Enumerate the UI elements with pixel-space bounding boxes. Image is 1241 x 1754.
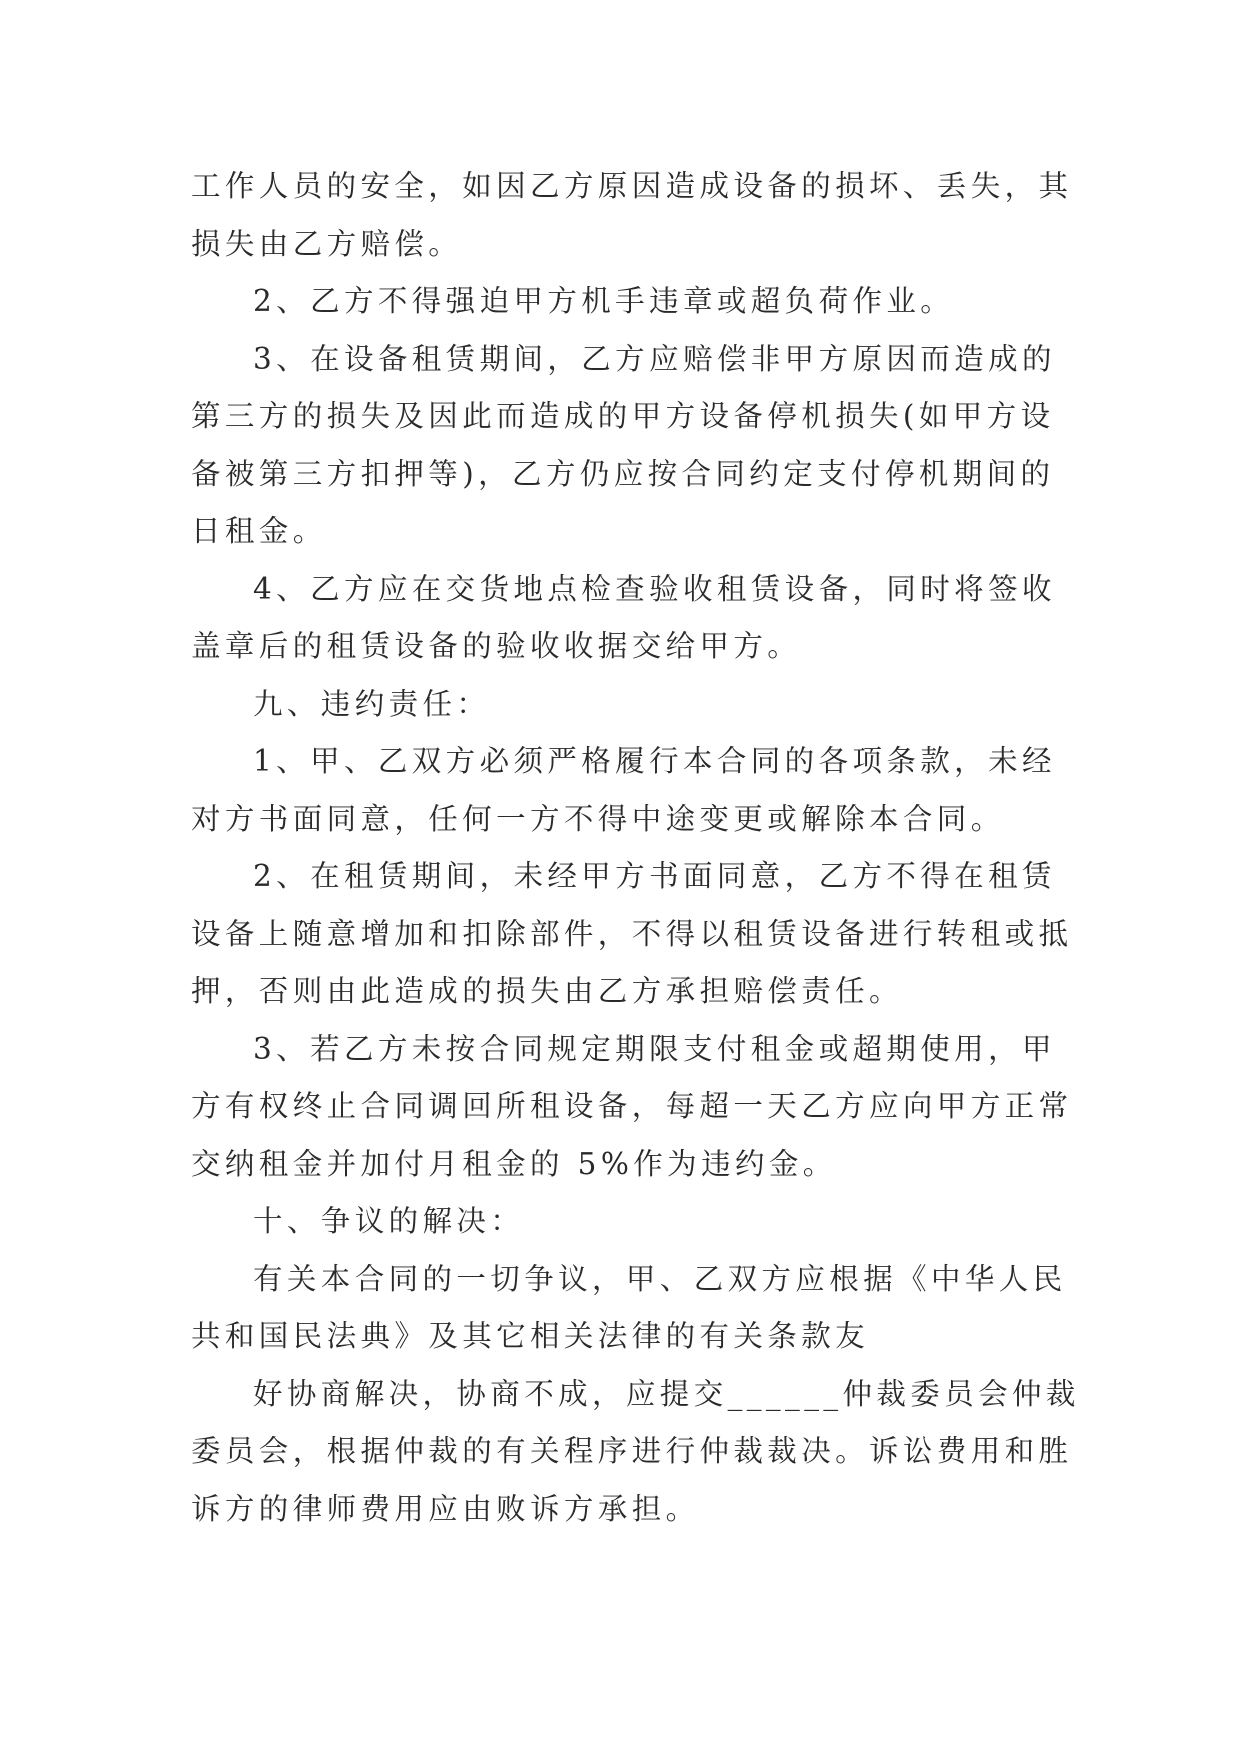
paragraph <box>191 331 1056 389</box>
text-line: 押，否则由此造成的损失由乙方承担赔偿责任。 <box>191 974 903 1008</box>
text-line: 共和国民法典》及其它相关法律的有关条款友 <box>191 1319 870 1353</box>
text-line: 4、乙方应在交货地点检查验收租赁设备，同时将签收 <box>253 571 1056 606</box>
paragraph <box>191 388 1055 561</box>
text-line: 工作人员的安全，如因乙方原因造成设备的损坏、丢失，其 <box>191 169 1073 203</box>
paragraph <box>191 676 1047 734</box>
paragraph <box>191 158 1073 273</box>
text-line: 2、在租赁期间，未经甲方书面同意，乙方不得在租赁 <box>253 859 1056 893</box>
text-line: 九、违约责任： <box>253 686 491 721</box>
paragraph <box>191 1021 1056 1079</box>
text-line: 十、争议的解决： <box>253 1204 525 1238</box>
text-line: 2、乙方不得强迫甲方机手违章或超负荷作业。 <box>253 284 955 318</box>
paragraph <box>191 848 1056 906</box>
paragraph <box>191 1366 1080 1424</box>
paragraph <box>191 273 1047 331</box>
text-line: 3、在设备租赁期间，乙方应赔偿非甲方原因而造成的 <box>253 341 1056 376</box>
text-line: 方有权终止合同调回所租设备，每超一天乙方应向甲方正常 <box>191 1089 1073 1123</box>
paragraph <box>191 1251 1067 1309</box>
paragraph <box>191 561 1056 619</box>
text-line: 诉方的律师费用应由败诉方承担。 <box>191 1491 700 1526</box>
text-line: 设备上随意增加和扣除部件，不得以租赁设备进行转租或抵 <box>191 916 1073 951</box>
text-line: 日租金。 <box>191 514 327 548</box>
paragraph <box>191 733 1056 791</box>
text-line: 交纳租金并加付月租金的 5%作为违约金。 <box>191 1146 837 1181</box>
text-line: 3、若乙方未按合同规定期限支付租金或超期使用，甲 <box>253 1031 1056 1066</box>
paragraph <box>191 618 1047 676</box>
paragraph <box>191 1423 1073 1538</box>
text-line: 损失由乙方赔偿。 <box>191 226 463 261</box>
paragraph <box>191 1308 1047 1366</box>
document-body <box>191 158 1080 1538</box>
text-line: 委员会，根据仲裁的有关程序进行仲裁裁决。诉讼费用和胜 <box>191 1434 1073 1468</box>
paragraph <box>191 1078 1073 1193</box>
text-line: 好协商解决，协商不成，应提交______仲裁委员会仲裁 <box>253 1376 1080 1411</box>
text-line: 盖章后的租赁设备的验收收据交给甲方。 <box>191 629 802 663</box>
text-line: 1、甲、乙双方必须严格履行本合同的各项条款，未经 <box>253 744 1056 778</box>
paragraph <box>191 1193 1047 1251</box>
text-line: 有关本合同的一切争议，甲、乙双方应根据《中华人民 <box>253 1261 1067 1296</box>
text-line: 第三方的损失及因此而造成的甲方设备停机损失(如甲方设 <box>191 399 1055 433</box>
paragraph <box>191 906 1073 1021</box>
paragraph <box>191 791 1047 849</box>
text-line: 对方书面同意，任何一方不得中途变更或解除本合同。 <box>191 801 1005 836</box>
text-line: 备被第三方扣押等)，乙方仍应按合同约定支付停机期间的 <box>191 456 1055 491</box>
